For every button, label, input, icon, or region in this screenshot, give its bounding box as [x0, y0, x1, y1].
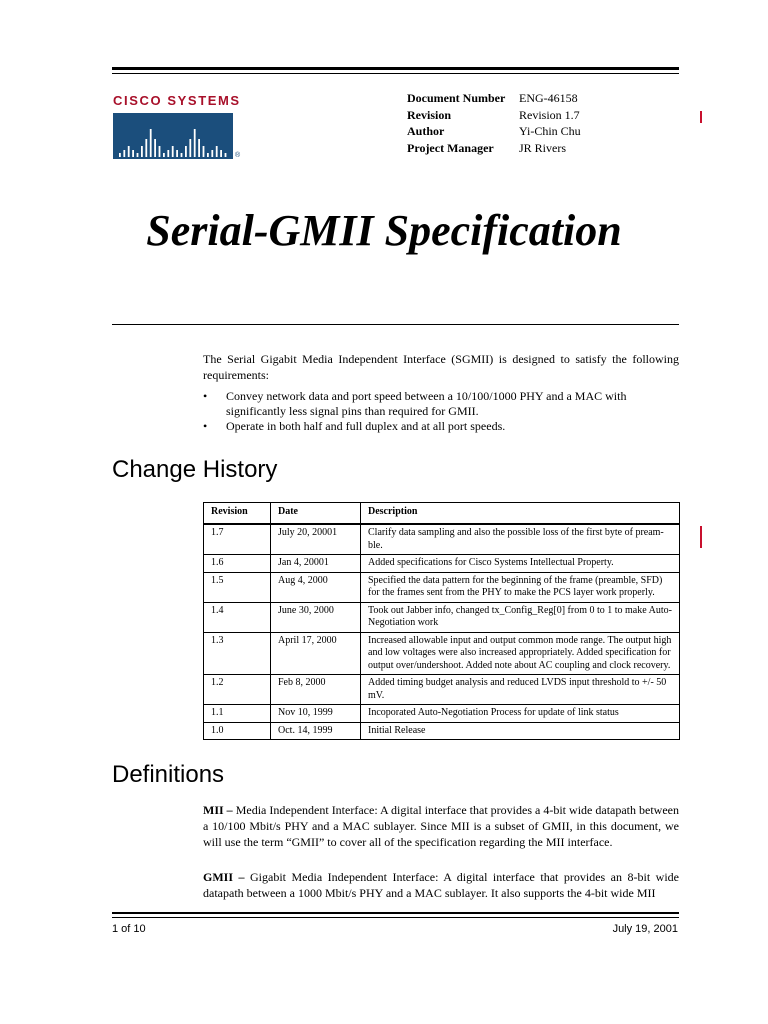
- definition-term: MII –: [203, 803, 233, 817]
- column-header: Description: [361, 503, 680, 525]
- logo-bar: [181, 153, 183, 157]
- revision-change-bar: [700, 526, 702, 548]
- logo-bar: [128, 146, 130, 157]
- logo-bar: [207, 153, 209, 157]
- revision-cell: 1.4: [204, 602, 271, 632]
- column-header: Revision: [204, 503, 271, 525]
- logo-bar: [154, 139, 156, 157]
- footer-rule-thin: [112, 917, 679, 918]
- meta-key: Project Manager: [407, 140, 494, 155]
- table-row: [204, 602, 680, 632]
- revision-cell: 1.0: [204, 722, 271, 740]
- date-cell: April 17, 2000: [271, 632, 361, 675]
- table-header-row: [204, 503, 680, 525]
- logo-bar: [159, 146, 161, 157]
- meta-value: Revision 1.7: [519, 107, 580, 122]
- table-row: [204, 632, 680, 675]
- logo-bar: [172, 146, 174, 157]
- table-row: [204, 705, 680, 723]
- column-header: Date: [271, 503, 361, 525]
- logo-bar: [145, 139, 147, 157]
- logo-bar: [163, 153, 165, 157]
- meta-value: ENG-46158: [519, 91, 578, 105]
- revision-cell: 1.2: [204, 675, 271, 705]
- description-cell: Added timing budget analysis and reduced LVDS input threshold to +/- 50 mV.: [361, 675, 680, 705]
- cisco-logo-icon: [113, 113, 233, 159]
- top-rule-thin: [112, 73, 679, 74]
- logo-bar: [185, 146, 187, 157]
- date-cell: Oct. 14, 1999: [271, 722, 361, 740]
- date-cell: Aug 4, 2000: [271, 572, 361, 602]
- table-row: [204, 555, 680, 573]
- description-cell: Specified the data pattern for the beginning of the frame (preamble, SFD) for the frames sent from the PHY to make the PCS layer work properly.: [361, 572, 680, 602]
- logo-bar: [189, 139, 191, 157]
- revision-cell: 1.5: [204, 572, 271, 602]
- description-cell: Added specifications for Cisco Systems Intellectual Property.: [361, 555, 680, 573]
- logo-bar: [119, 153, 121, 157]
- logo-bar: [150, 129, 152, 157]
- date-cell: June 30, 2000: [271, 602, 361, 632]
- requirements-list: [203, 389, 679, 434]
- description-cell: Initial Release: [361, 722, 680, 740]
- logo-bar: [132, 150, 134, 157]
- date-cell: Nov 10, 1999: [271, 705, 361, 723]
- list-item: • Convey network data and port speed between a 10/100/1000 PHY and a MAC with significantly less signal pins than required for GMII.: [203, 389, 679, 419]
- meta-value: JR Rivers: [519, 140, 567, 155]
- meta-row-document-number: [407, 90, 581, 107]
- definition-term: GMII –: [203, 870, 245, 884]
- document-title: Serial-GMII Specification: [146, 206, 622, 255]
- change-history-heading: Change History: [112, 456, 278, 483]
- cisco-logo-text: CISCO SYSTEMS: [113, 93, 241, 108]
- logo-bar: [123, 150, 125, 157]
- definitions-heading: Definitions: [112, 761, 225, 788]
- page-number: 1 of 10: [112, 923, 146, 935]
- logo-bar: [167, 150, 169, 157]
- definition-text: Gigabit Media Independent Interface: A digital interface that provides an 8-bit wide datapath between a 1000 Mbit/s PHY and a MAC sublayer. It also supports the 4-bit wide MII: [203, 870, 679, 900]
- revision-cell: 1.6: [204, 555, 271, 573]
- definition-gmii: [203, 869, 679, 901]
- date-cell: Feb 8, 2000: [271, 675, 361, 705]
- date-cell: July 20, 20001: [271, 524, 361, 555]
- revision-change-bar: [700, 111, 702, 123]
- logo-bar: [220, 150, 222, 157]
- meta-key: Document Number: [407, 91, 506, 105]
- meta-value: Yi-Chin Chu: [519, 124, 581, 138]
- revision-cell: 1.1: [204, 705, 271, 723]
- definition-mii: [203, 802, 679, 850]
- logo-bar: [137, 153, 139, 157]
- revision-cell: 1.3: [204, 632, 271, 675]
- meta-row-project-manager: [407, 140, 581, 157]
- logo-bar: [198, 139, 200, 157]
- intro-paragraph: The Serial Gigabit Media Independent Interface (SGMII) is designed to satisfy the following requirements:: [203, 352, 679, 382]
- description-cell: Took out Jabber info, changed tx_Config_Reg[0] from 0 to 1 to make Auto-Negotiation work: [361, 602, 680, 632]
- logo-bar: [141, 146, 143, 157]
- table-row: [204, 572, 680, 602]
- document-metadata: [407, 90, 581, 156]
- logo-bar: [194, 129, 196, 157]
- meta-row-author: [407, 123, 581, 140]
- description-cell: Increased allowable input and output common mode range. The output high and low voltages were also increased appropriately. Added specification for output over/undershoot. Added note about AC coupling and clock recovery.: [361, 632, 680, 675]
- table-row: [204, 524, 680, 555]
- logo-bar: [176, 150, 178, 157]
- description-cell: Incoporated Auto-Negotiation Process for update of link status: [361, 705, 680, 723]
- meta-key: Author: [407, 124, 445, 138]
- definition-text: Media Independent Interface: A digital interface that provides a 4-bit wide datapath between a 10/100 Mbit/s PHY and a MAC sublayer. Since MII is a subset of GMII, in this document, we will use the term “GMII” to cover all of the specification regarding the MII interface.: [203, 803, 680, 849]
- list-item: • Operate in both half and full duplex and at all port speeds.: [203, 419, 679, 434]
- table-row: [204, 675, 680, 705]
- registered-mark: ®: [235, 152, 241, 159]
- meta-row-revision: [407, 107, 581, 124]
- table-row: [204, 722, 680, 740]
- revision-cell: 1.7: [204, 524, 271, 555]
- description-cell: Clarify data sampling and also the possible loss of the first byte of pream-ble.: [361, 524, 680, 555]
- footer-rule-thick: [112, 912, 679, 914]
- footer-date: July 19, 2001: [612, 923, 678, 935]
- change-history-table: [203, 502, 680, 740]
- logo-bar: [225, 153, 227, 157]
- date-cell: Jan 4, 20001: [271, 555, 361, 573]
- cisco-bridge-icon: [113, 113, 233, 159]
- logo-bar: [216, 146, 218, 157]
- top-rule-thick: [112, 67, 679, 70]
- logo-bar: [211, 150, 213, 157]
- logo-bar: [203, 146, 205, 157]
- meta-key: Revision: [407, 107, 452, 122]
- title-rule: [112, 324, 679, 325]
